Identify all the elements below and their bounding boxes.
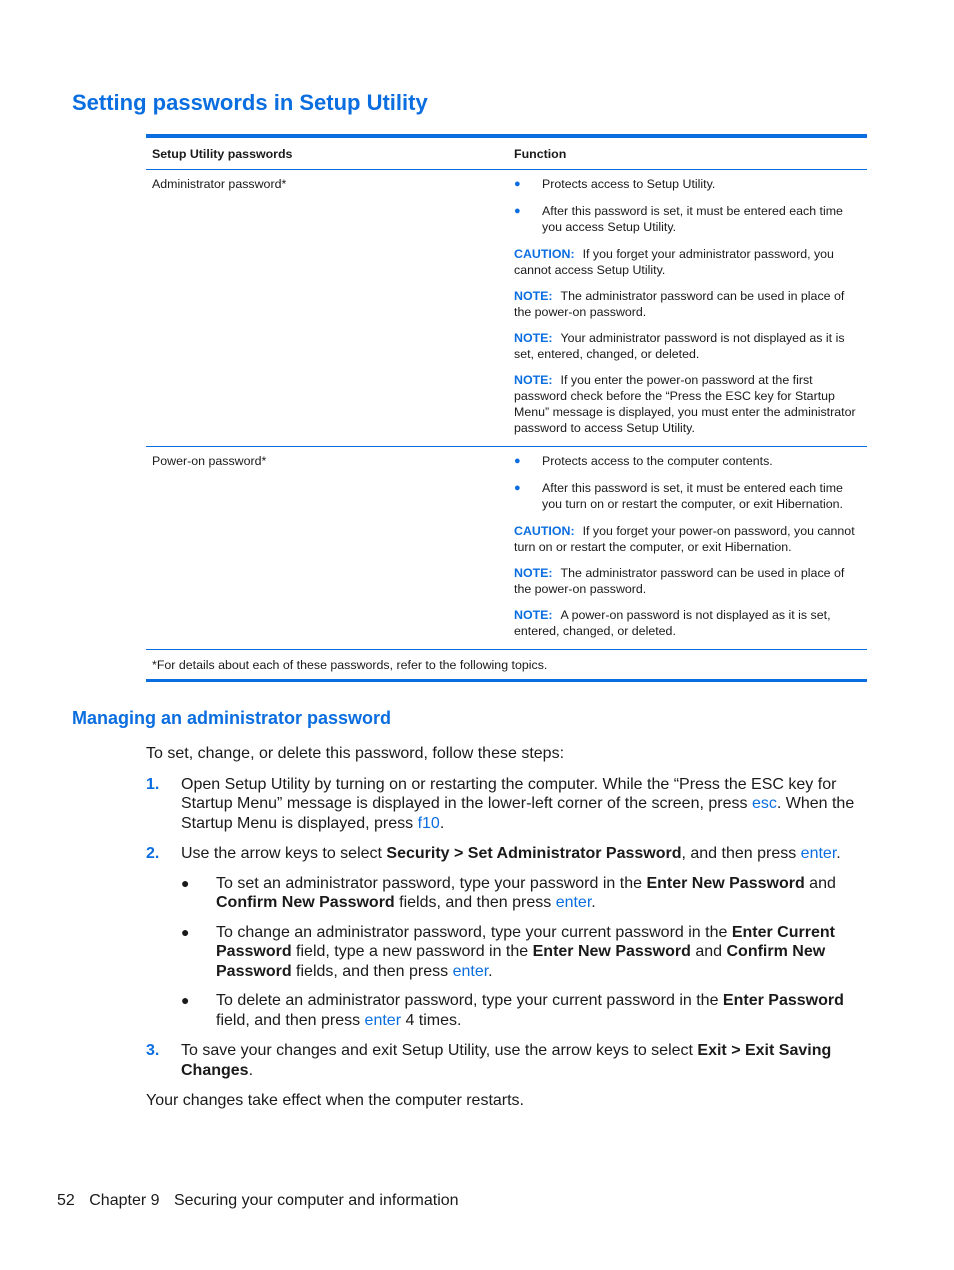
sub-bullet-text [216,874,866,913]
key-name: f10 [417,814,440,832]
passwords-table [146,134,867,682]
sub-bullet-item [146,991,866,1030]
sub-bullet-text [216,923,866,982]
note-paragraph [514,372,861,436]
note-tag: CAUTION: [514,247,575,261]
bullet-text: Protects access to the computer contents. [542,454,773,468]
key-name: enter [800,845,837,862]
bullet-item [514,176,861,192]
table-header-cell: Setup Utility passwords [152,146,293,161]
table-row [146,170,867,447]
text-run: . When the Startup Menu is displayed, press [181,795,855,832]
note-text: A power-on password is not displayed as it is set, entered, changed, or deleted. [514,608,831,638]
text-run: field, type a new password in the [291,943,533,960]
step-number: 2. [146,845,160,862]
step-text [181,844,841,864]
text-run: . [836,845,841,862]
text-run: To change an administrator password, type your current password in the [216,923,732,941]
key-name: enter [555,894,592,911]
section-closing: Your changes take effect when the computer restarts. [146,1092,524,1109]
note-text: If you enter the power-on password at the first password check before the “Press the ESC key for Startup Menu” message is displayed, you must enter the administrator password to access Setup Utility. [514,373,856,435]
page-number: 52 [57,1192,75,1209]
note-text: If you forget your administrator password, you cannot access Setup Utility. [514,247,834,277]
text-run: To set an administrator password, type your password in the [216,874,647,892]
key-name: enter [452,962,489,980]
text-run: 4 times. [401,1011,462,1029]
bullet-icon: ● [514,178,521,190]
bold-term: Enter Password [722,992,844,1009]
text-run: , and then press [681,845,801,862]
page-footer [57,1192,469,1210]
bold-term: Confirm New Password [216,894,395,911]
text-run: To save your changes and exit Setup Utility, use the arrow keys to select [181,1042,698,1059]
text-run: To delete an administrator password, type your current password in the [216,992,723,1009]
bold-term: Confirm New Password [216,943,826,980]
step-text [181,775,866,834]
note-text: If you forget your power-on password, you cannot turn on or restart the computer, or exit Hibernation. [514,524,855,554]
text-run: . [439,814,445,832]
text-run: Open Setup Utility by turning on or restarting the computer. While the “Press the ESC key for Startup Menu” message is displayed in the lower-left corner of the screen, press [181,775,837,812]
note-paragraph [514,607,861,639]
step-item [146,775,866,834]
note-tag: NOTE: [514,289,553,303]
text-run: and [804,874,836,892]
step-item [146,1041,866,1080]
text-run: . [248,1061,254,1079]
chapter-title: Securing your computer and information [173,1192,459,1209]
note-text: The administrator password can be used in place of the power-on password. [514,289,845,319]
note-text: The administrator password can be used in place of the power-on password. [514,566,845,596]
password-type: Administrator password* [152,177,287,191]
page-title: Setting passwords in Setup Utility [72,90,428,115]
step-text [181,1041,866,1080]
sub-bullet-text [216,991,866,1030]
note-text: Your administrator password is not displayed as it is set, entered, changed, or deleted. [514,331,845,361]
table-footnote-row [146,650,867,679]
bullet-text: After this password is set, it must be entered each time you access Setup Utility. [542,204,843,234]
bullet-icon: ● [514,455,521,467]
text-run: fields, and then press [291,962,453,980]
table-header-row [146,138,867,170]
bullet-item [514,453,861,469]
text-run: Use the arrow keys to select [181,845,387,862]
section-intro: To set, change, or delete this password, follow these steps: [146,745,565,762]
bold-term: Enter Current Password [216,923,835,960]
text-run: and [690,943,727,960]
chapter-label: Chapter 9 [89,1192,160,1209]
bullet-item [514,480,861,512]
note-paragraph [514,523,861,555]
note-tag: NOTE: [514,608,553,622]
section-body [146,744,866,1111]
bullet-icon: ● [181,923,190,940]
note-tag: NOTE: [514,331,553,345]
note-paragraph [514,288,861,320]
bullet-item [514,203,861,235]
text-run: . [591,894,596,911]
table-footnote: *For details about each of these passwords, refer to the following topics. [152,657,548,672]
key-name: esc [751,795,777,812]
section-title: Managing an administrator password [72,708,392,728]
table-row [146,447,867,650]
key-name: enter [364,1011,402,1029]
bullet-icon: ● [514,205,521,217]
bold-term: Enter New Password [646,874,805,892]
bold-term: Exit > Exit Saving Changes [181,1042,832,1079]
note-paragraph [514,246,861,278]
note-tag: NOTE: [514,566,553,580]
bullet-text: Protects access to Setup Utility. [542,177,716,191]
note-tag: CAUTION: [514,524,575,538]
note-paragraph [514,330,861,362]
bold-term: Enter New Password [532,943,691,960]
password-function [508,453,867,649]
text-run: fields, and then press [394,894,556,911]
table-header-cell: Function [514,146,567,161]
step-number: 3. [146,1042,160,1059]
password-type: Power-on password* [152,454,267,468]
step-item [146,844,866,864]
note-tag: NOTE: [514,373,553,387]
text-run: field, and then press [216,1011,365,1029]
bullet-icon: ● [181,874,190,891]
sub-bullet-item [146,874,866,913]
bold-term: Security > Set Administrator Password [386,845,682,862]
text-run: . [488,962,493,980]
sub-bullet-item [146,923,866,982]
bullet-text: After this password is set, it must be entered each time you turn on or restart the computer, or exit Hibernation. [542,481,843,511]
password-function [508,176,867,446]
bullet-icon: ● [514,482,521,494]
step-number: 1. [146,775,160,793]
note-paragraph [514,565,861,597]
bullet-icon: ● [181,992,190,1008]
